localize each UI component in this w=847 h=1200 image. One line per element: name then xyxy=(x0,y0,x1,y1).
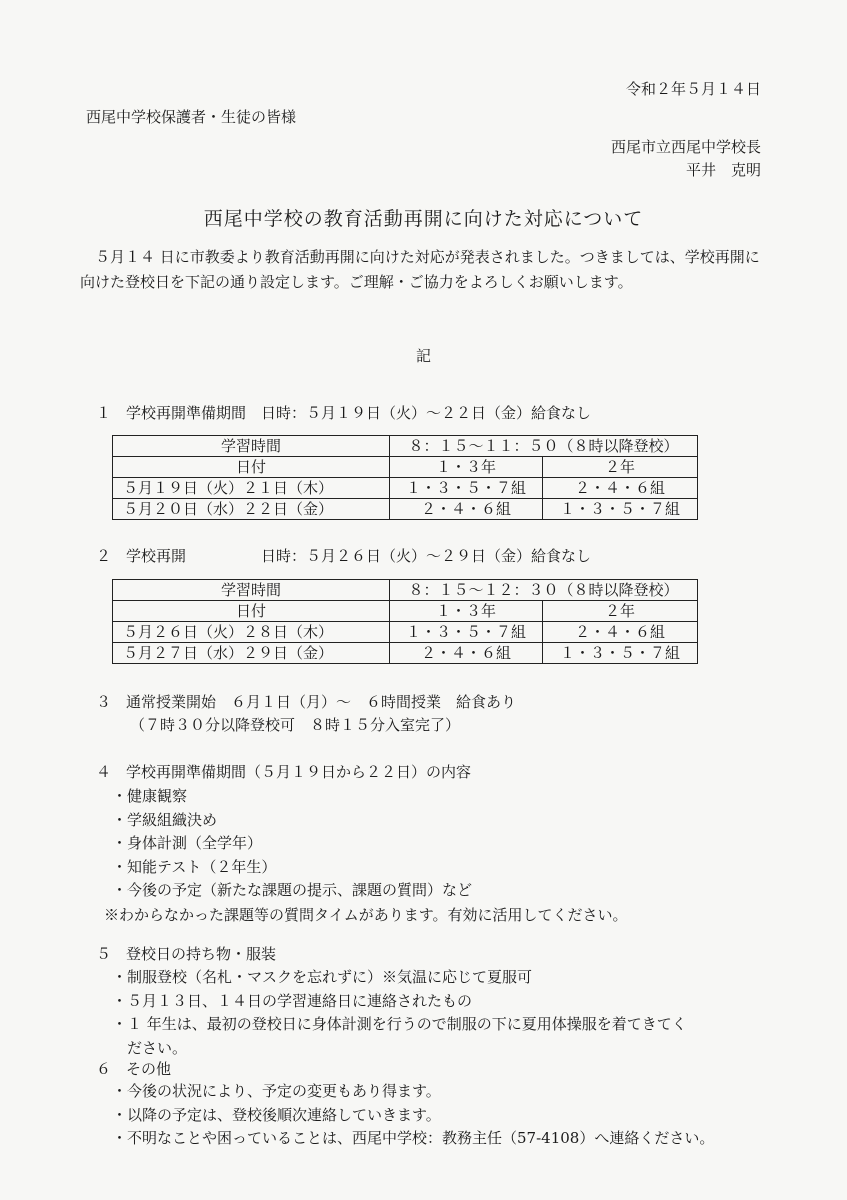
list-item: ・５月１３日、１４日の学習連絡日に連絡されたもの xyxy=(112,991,473,1010)
date-label: 日付 xyxy=(113,601,390,622)
row-grade-a: １・３・５・７組 xyxy=(390,478,543,499)
section1-schedule-table xyxy=(112,435,698,520)
table-row xyxy=(113,622,698,643)
table-row xyxy=(113,499,698,520)
section4-note: ※わからなかった課題等の質問タイムがあります。有効に活用してください。 xyxy=(104,906,628,924)
sender-block xyxy=(611,136,761,182)
list-item: ・学級組織決め xyxy=(112,810,218,829)
section2-schedule-table xyxy=(112,579,698,664)
date-label: 日付 xyxy=(113,457,390,478)
section3-heading: ３ 通常授業開始 ６月１日（月）～ ６時間授業 給食あり xyxy=(96,693,517,711)
list-item: ・身体計測（全学年） xyxy=(112,834,263,853)
list-item: ・不明なことや困っていることは、西尾中学校：教務主任（57-4108）へ連絡ください。 xyxy=(112,1129,715,1148)
list-item: ・今後の状況により、予定の変更もあり得ます。 xyxy=(112,1082,441,1100)
section1-heading: １ 学校再開準備期間 日時：５月１９日（火）～２２日（金）給食なし xyxy=(96,404,592,422)
grade-b-header: ２年 xyxy=(543,457,698,478)
row-grade-a: ２・４・６組 xyxy=(390,643,543,664)
row-grade-a: １・３・５・７組 xyxy=(390,622,543,643)
row-grade-b: １・３・５・７組 xyxy=(543,643,698,664)
grade-b-header: ２年 xyxy=(543,601,698,622)
section6-heading: ６ その他 xyxy=(96,1060,172,1078)
row-grade-a: ２・４・６組 xyxy=(390,499,543,520)
row-grade-b: １・３・５・７組 xyxy=(543,499,698,520)
row-grade-b: ２・４・６組 xyxy=(543,478,698,499)
list-item: ・今後の予定（新たな課題の提示、課題の質問）など xyxy=(112,881,473,900)
list-item: ・以降の予定は、登校後順次連絡していきます。 xyxy=(112,1105,441,1124)
row-date: ５月２６日（火）２８日（木） xyxy=(113,622,390,643)
list-item: ・健康観察 xyxy=(112,787,188,805)
hour-label: 学習時間 xyxy=(113,436,390,457)
row-date: ５月２０日（水）２２日（金） xyxy=(113,499,390,520)
table-row xyxy=(113,643,698,664)
list-item: ・１ 年生は、最初の登校日に身体計測を行うので制服の下に夏用体操服を着てきてく xyxy=(112,1015,687,1034)
hour-label: 学習時間 xyxy=(113,580,390,601)
grade-a-header: １・３年 xyxy=(390,457,543,478)
addressee: 西尾中学校保護者・生徒の皆様 xyxy=(86,108,297,126)
sender-name: 平井 克明 xyxy=(685,161,761,179)
intro-paragraph: ５月１４ 日に市教委より教育活動再開に向けた対応が発表されました。つきましては、学校再開に向けた登校日を下記の通り設定します。ご理解・ご協力をよろしくお願いします。 xyxy=(80,248,760,291)
list-item: ・制服登校（名札・マスクを忘れずに）※気温に応じて夏服可 xyxy=(112,968,533,986)
hour-value: ８：１５～１１：５０（８時以降登校） xyxy=(390,436,698,457)
section2-heading: ２ 学校再開 日時：５月２６日（火）～２９日（金）給食なし xyxy=(96,547,592,565)
document-date: 令和２年５月１４日 xyxy=(625,80,761,98)
list-item: ださい。 xyxy=(112,1038,188,1057)
row-date: ５月１９日（火）２１日（木） xyxy=(113,478,390,499)
sender-org: 西尾市立西尾中学校長 xyxy=(610,138,761,156)
row-date: ５月２７日（水）２９日（金） xyxy=(113,643,390,664)
hour-value: ８：１５～１２：３０（８時以降登校） xyxy=(390,580,698,601)
row-grade-b: ２・４・６組 xyxy=(543,622,698,643)
section4-list xyxy=(112,785,472,903)
section3-sub: （７時３０分以降登校可 ８時１５分入室完了） xyxy=(130,716,461,734)
ki-marker: 記 xyxy=(415,347,431,365)
section5-list xyxy=(112,966,687,1060)
section6-list xyxy=(112,1080,714,1151)
list-item: ・知能テスト（２年生） xyxy=(112,857,277,876)
table-row xyxy=(113,478,698,499)
section5-heading: ５ 登校日の持ち物・服装 xyxy=(96,945,277,963)
grade-a-header: １・３年 xyxy=(390,601,543,622)
document-title: 西尾中学校の教育活動再開に向けた対応について xyxy=(203,208,644,230)
section4-heading: ４ 学校再開準備期間（５月１９日から２２日）の内容 xyxy=(96,763,472,781)
